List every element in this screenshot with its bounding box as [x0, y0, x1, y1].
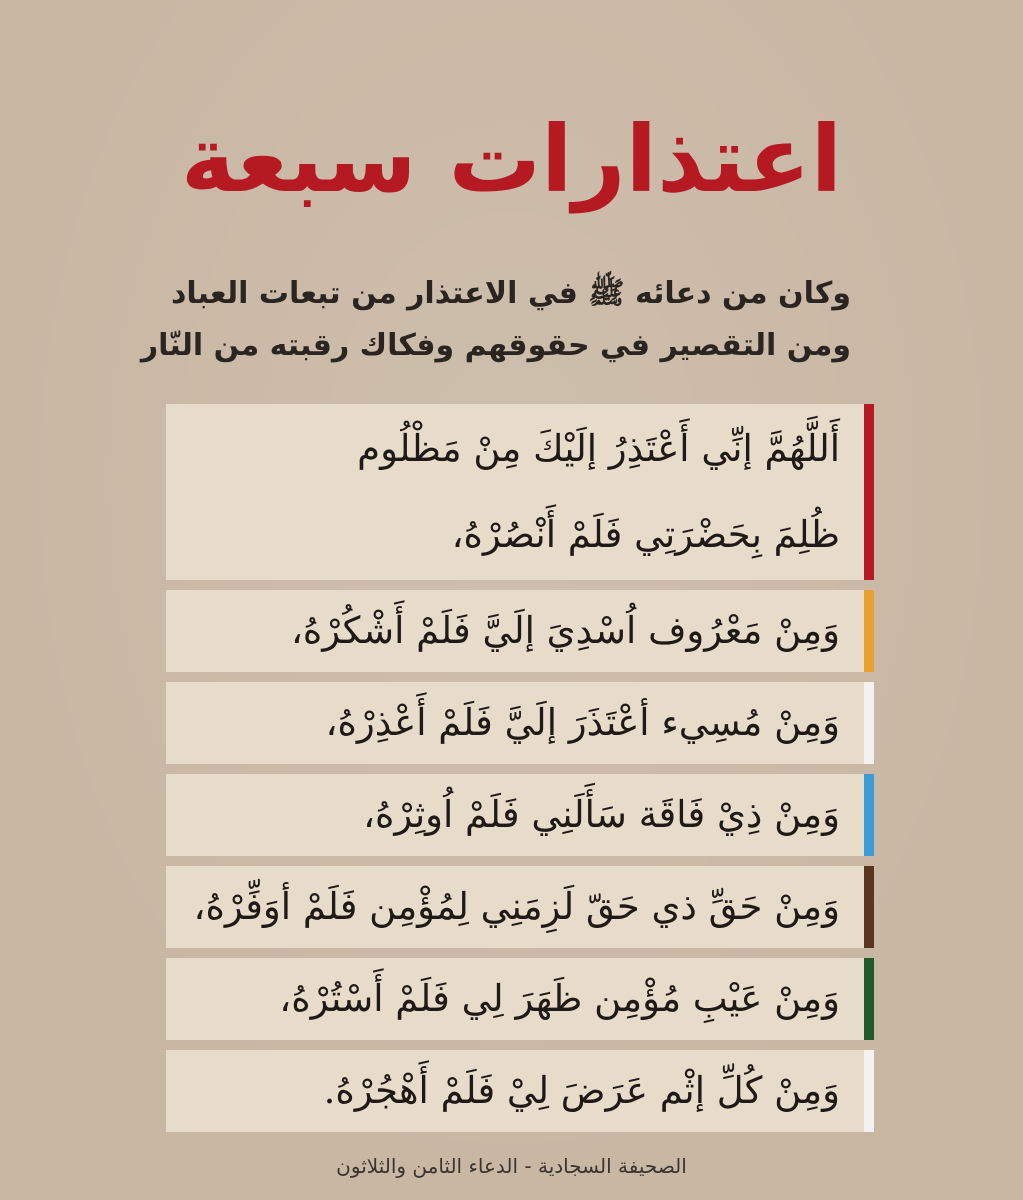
- verse-5: [166, 866, 882, 948]
- verse-1: [166, 404, 882, 580]
- verse-4-color-stripe: [864, 774, 874, 856]
- verse-2-line-1: وَمِنْ مَعْرُوف اُسْدِيَ إلَيَّ فَلَمْ أَشْكُرْهُ،: [290, 609, 840, 652]
- verse-1-color-stripe: [864, 404, 874, 580]
- verse-2-color-stripe: [864, 590, 874, 672]
- verse-5-box: [166, 866, 864, 948]
- verse-2: [166, 590, 882, 672]
- intro-line-2: ومن التقصير في حقوقهم وفكاك رقبته من النّار: [140, 328, 851, 363]
- page-title: اعتذارات سبعة: [180, 106, 843, 213]
- intro-text: [140, 268, 851, 372]
- verse-6: [166, 958, 882, 1040]
- verse-6-color-stripe: [864, 958, 874, 1040]
- verse-7: [166, 1050, 882, 1132]
- verse-1-line-1: أَللَّهُمَّ إنِّي أَعْتَذِرُ إلَيْكَ مِنْ مَظْلُوم: [357, 427, 840, 470]
- verse-7-color-stripe: [864, 1050, 874, 1132]
- source-citation: الصحيفة السجادية - الدعاء الثامن والثلاثون: [336, 1154, 687, 1178]
- verse-7-line-1: وَمِنْ كُلِّ إثْم عَرَضَ لِيْ فَلَمْ أَهْجُرْهُ.: [323, 1069, 840, 1112]
- verse-2-box: [166, 590, 864, 672]
- verse-3-color-stripe: [864, 682, 874, 764]
- verse-3-box: [166, 682, 864, 764]
- verse-4-line-1: وَمِنْ ذِيْ فَاقَة سَأَلَنِي فَلَمْ اُوثِرْهُ،: [363, 793, 840, 836]
- verse-4-box: [166, 774, 864, 856]
- verse-1-line-2: ظُلِمَ بِحَضْرَتِي فَلَمْ أَنْصُرْهُ،: [451, 513, 840, 556]
- verse-7-box: [166, 1050, 864, 1132]
- verse-4: [166, 774, 882, 856]
- verse-5-line-1: وَمِنْ حَقِّ ذي حَقّ لَزِمَنِي لِمُؤْمِن فَلَمْ أوَفِّرْهُ،: [193, 885, 840, 928]
- verse-3: [166, 682, 882, 764]
- verse-5-color-stripe: [864, 866, 874, 948]
- verse-6-box: [166, 958, 864, 1040]
- verse-3-line-1: وَمِنْ مُسِيء أعْتَذَرَ إلَيَّ فَلَمْ أَعْذِرْهُ،: [325, 701, 840, 744]
- verses-list: [166, 404, 882, 1142]
- intro-line-1: وكان من دعائه ﷺ في الاعتذار من تبعات العباد: [171, 276, 851, 311]
- verse-6-line-1: وَمِنْ عَيْبِ مُؤْمِن ظَهَرَ لِي فَلَمْ أَسْتُرْهُ،: [279, 977, 840, 1020]
- verse-1-box: [166, 404, 864, 580]
